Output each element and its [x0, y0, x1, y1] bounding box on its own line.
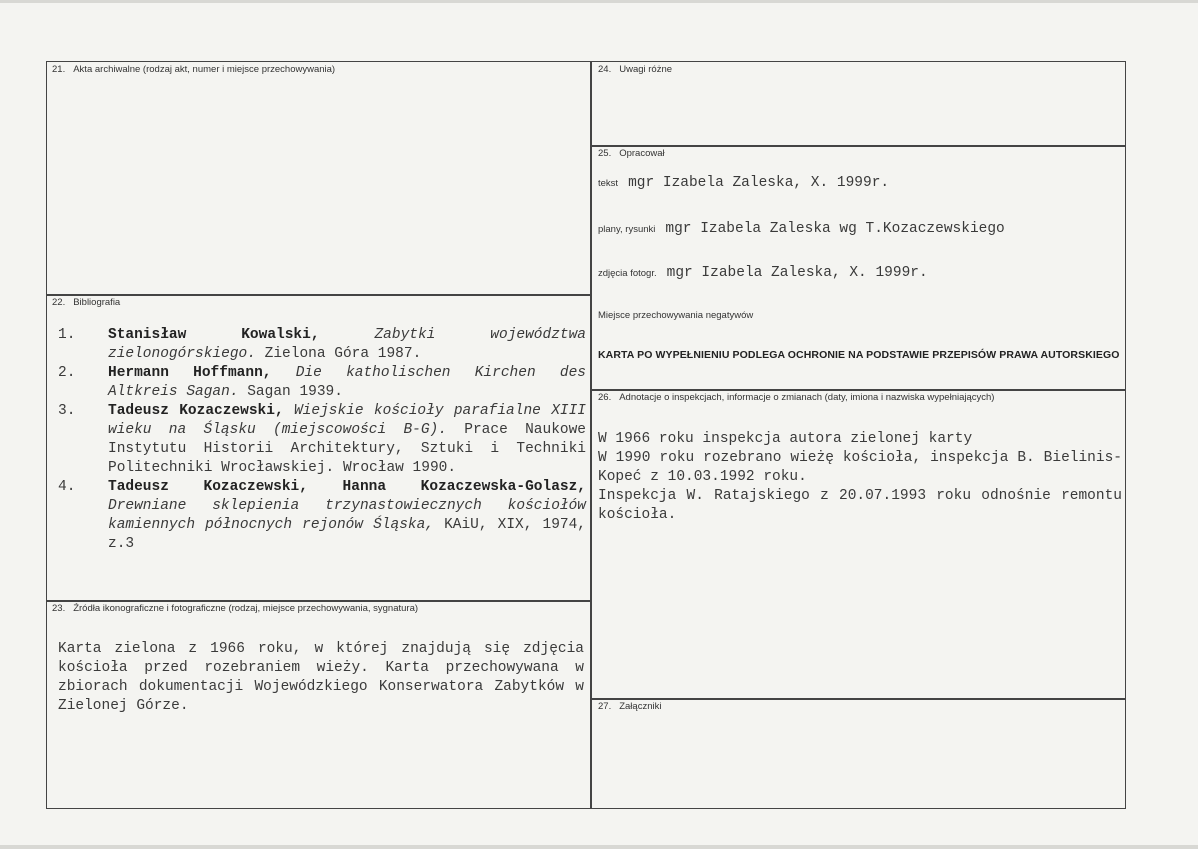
section-25-title: Opracował	[619, 148, 665, 159]
section-26-title: Adnotacje o inspekcjach, informacje o zmianach (daty, imiona i nazwiska wypełniających)	[619, 392, 995, 403]
bibliography-item	[58, 326, 586, 364]
section-24-title: Uwagi różne	[619, 64, 673, 75]
bibliography-item	[58, 478, 586, 554]
section-26-label	[598, 392, 994, 403]
bibliography-author: Tadeusz Kozaczewski, Hanna Kozaczewska-Golasz,	[108, 479, 586, 495]
credit-plans-row	[598, 219, 1005, 237]
divider-21-22	[46, 294, 591, 296]
column-divider	[590, 61, 592, 809]
scan-edge-bottom	[0, 845, 1198, 849]
section-23-title: Źródła ikonograficzne i fotograficzne (rodzaj, miejsce przechowywania, sygnatura)	[73, 603, 419, 614]
bibliography-rest: KAiU, XIX, 1974, z.3	[108, 517, 587, 552]
section-21-label	[52, 64, 335, 75]
section-25-number: 25.	[598, 148, 612, 159]
bibliography-item	[58, 364, 586, 402]
bibliography-title: Zabytki województwa zielonogórskiego.	[108, 327, 587, 362]
copyright-notice: KARTA PO WYPEŁNIENIU PODLEGA OCHRONIE NA PODSTAWIE PRZEPISÓW PRAWA AUTORSKIEGO	[598, 349, 1120, 361]
section-27-title: Załączniki	[619, 701, 662, 712]
section-22-title: Bibliografia	[73, 297, 121, 308]
inspections-text	[598, 430, 1122, 525]
bibliography-number: 1.	[58, 327, 76, 343]
bibliography-rest: Zielona Góra 1987.	[264, 346, 422, 362]
bibliography-rest: Prace Naukowe Instytutu Historii Architektury, Sztuki i Techniki Politechniki Wrocławskiej. Wrocław 1990.	[108, 422, 587, 476]
section-21-number: 21.	[52, 64, 66, 75]
bibliography-title: Die katholischen Kirchen des Altkreis Sagan.	[108, 365, 586, 400]
bibliography-author: Stanisław Kowalski,	[108, 327, 320, 343]
credit-photos-row	[598, 263, 928, 281]
section-21-title: Akta archiwalne (rodzaj akt, numer i miejsce przechowywania)	[73, 64, 336, 75]
credit-text-row	[598, 173, 889, 191]
divider-22-23	[46, 600, 591, 602]
credit-plans-value: mgr Izabela Zaleska wg T.Kozaczewskiego	[665, 221, 1005, 237]
inspection-line: W 1966 roku inspekcja autora zielonej karty	[598, 431, 973, 447]
bibliography-number: 4.	[58, 479, 76, 495]
section-25-label	[598, 148, 665, 159]
section-23-label	[52, 603, 418, 614]
section-22-label	[52, 297, 120, 308]
inspection-line: W 1990 roku rozebrano wieżę kościoła, inspekcja B. Bielinis-Kopeć z 10.03.1992 roku.	[598, 450, 1122, 485]
section-22-number: 22.	[52, 297, 66, 308]
section-27-number: 27.	[598, 701, 612, 712]
negatives-storage-label: Miejsce przechowywania negatywów	[598, 310, 754, 321]
section-24-number: 24.	[598, 64, 612, 75]
section-26-number: 26.	[598, 392, 612, 403]
inspection-line: Inspekcja W. Ratajskiego z 20.07.1993 roku odnośnie remontu kościoła.	[598, 488, 1122, 523]
bibliography-number: 2.	[58, 365, 76, 381]
divider-24-25	[590, 145, 1126, 147]
bibliography-list	[58, 326, 586, 554]
bibliography-rest: Sagan 1939.	[247, 384, 343, 400]
bibliography-title: Wiejskie kościoły parafialne XIII wieku na Śląsku (miejscowości B-G).	[108, 403, 586, 438]
credit-photos-label: zdjęcia fotogr.	[598, 268, 657, 279]
credit-text-value: mgr Izabela Zaleska, X. 1999r.	[628, 175, 890, 191]
scan-edge-top	[0, 0, 1198, 3]
section-23-number: 23.	[52, 603, 66, 614]
bibliography-title: Drewniane sklepienia trzynastowiecznych kościołów kamiennych północnych rejonów Śląska,	[108, 498, 586, 533]
section-24-label	[598, 64, 672, 75]
bibliography-item	[58, 402, 586, 478]
divider-25-26	[590, 389, 1126, 391]
section-27-label	[598, 701, 661, 712]
credit-text-label: tekst	[598, 178, 619, 189]
bibliography-number: 3.	[58, 403, 76, 419]
bibliography-author: Tadeusz Kozaczewski,	[108, 403, 284, 419]
credit-plans-label: plany, rysunki	[598, 224, 656, 235]
credit-photos-value: mgr Izabela Zaleska, X. 1999r.	[666, 265, 928, 281]
sources-text: Karta zielona z 1966 roku, w której znajdują się zdjęcia kościoła przed rozebraniem wieży. Karta przechowywana w zbiorach dokumentacji Wojewódzkiego Konserwatora Zabytków w Zielonej Górze.	[58, 641, 584, 714]
divider-26-27	[590, 698, 1126, 700]
bibliography-author: Hermann Hoffmann,	[108, 365, 272, 381]
